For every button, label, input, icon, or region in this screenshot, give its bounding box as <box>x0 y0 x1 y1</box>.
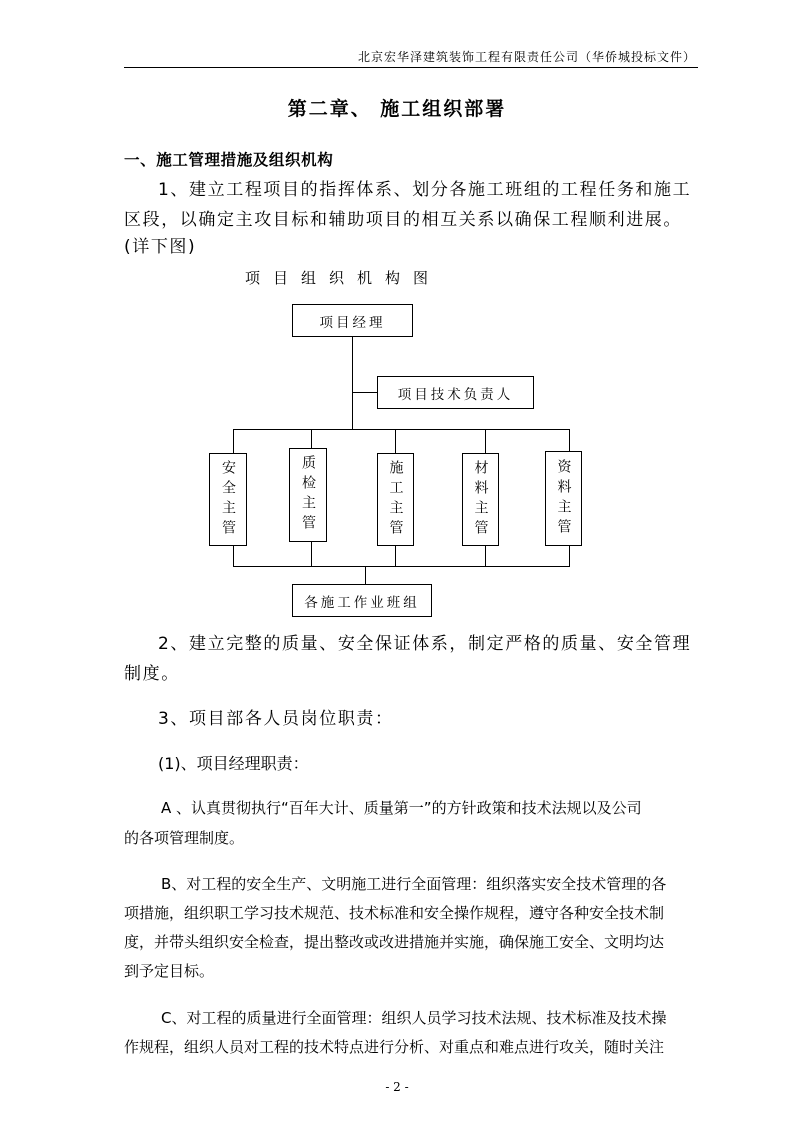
paragraph-line: 区段，以确定主攻目标和辅助项目的相互关系以确保工程顺利进展。 <box>124 210 682 230</box>
org-box-documents-supervisor: 资料主管 <box>545 451 582 546</box>
connector-line <box>485 545 486 567</box>
org-box-work-teams: 各施工作业班组 <box>292 584 432 617</box>
connector-line <box>233 566 570 567</box>
org-box-construction-supervisor: 施工主管 <box>377 453 414 546</box>
page-number: - 2 - <box>385 1080 409 1094</box>
org-box-tech-lead: 项目技术负责人 <box>377 376 534 409</box>
org-box-materials-supervisor: 材料主管 <box>462 453 499 546</box>
org-chart-title: 项目组织机构图 <box>245 269 442 287</box>
section-heading: 一、施工管理措施及组织机构 <box>124 151 334 169</box>
connector-line <box>311 429 312 449</box>
org-box-quality-supervisor: 质检主管 <box>289 448 327 542</box>
connector-line <box>352 392 377 393</box>
paragraph-line: 作规程，组织人员对工程的技术特点进行分析、对重点和难点进行攻关，随时关注 <box>124 1038 665 1056</box>
paragraph-line: (详下图) <box>124 237 197 257</box>
paragraph-line: 度，并带头组织安全检查，提出整改或改进措施并实施，确保施工安全、文明均达 <box>124 933 665 951</box>
paragraph-line: 到予定目标。 <box>124 962 215 980</box>
connector-line <box>485 429 486 454</box>
connector-line <box>311 541 312 567</box>
connector-line <box>365 566 366 585</box>
paragraph-line: 项措施，组织职工学习技术规范、技术标准和安全操作规程，遵守各种安全技术制 <box>124 904 665 922</box>
paragraph-line: 1、建立工程项目的指挥体系、划分各施工班组的工程任务和施工 <box>158 180 692 200</box>
org-box-safety-supervisor: 安全主管 <box>209 453 247 546</box>
org-box-project-manager: 项目经理 <box>292 304 413 337</box>
connector-line <box>352 336 353 430</box>
connector-line <box>569 429 570 452</box>
connector-line <box>233 545 234 567</box>
paragraph-line: 2、建立完整的质量、安全保证体系，制定严格的质量、安全管理 <box>158 634 692 654</box>
paragraph-line: 的各项管理制度。 <box>124 829 245 847</box>
paragraph-line: A 、认真贯彻执行“百年大计、质量第一”的方针政策和技术法规以及公司 <box>161 799 642 817</box>
paragraph-line: 3、项目部各人员岗位职责： <box>158 709 394 729</box>
chapter-title: 第二章、 施工组织部署 <box>287 98 507 120</box>
paragraph-line: 制度。 <box>124 664 180 684</box>
connector-line <box>233 429 234 454</box>
paragraph-line: (1)、项目经理职责： <box>158 754 309 773</box>
connector-line <box>569 545 570 567</box>
connector-line <box>233 429 570 430</box>
page-header-company: 北京宏华泽建筑装饰工程有限责任公司（华侨城投标文件） <box>357 50 696 64</box>
paragraph-line: C、对工程的质量进行全面管理：组织人员学习技术法规、技术标准及技术操 <box>161 1009 667 1027</box>
connector-line <box>395 545 396 567</box>
connector-line <box>395 429 396 454</box>
header-divider <box>124 67 698 68</box>
paragraph-line: B、对工程的安全生产、文明施工进行全面管理：组织落实安全技术管理的各 <box>161 875 667 893</box>
